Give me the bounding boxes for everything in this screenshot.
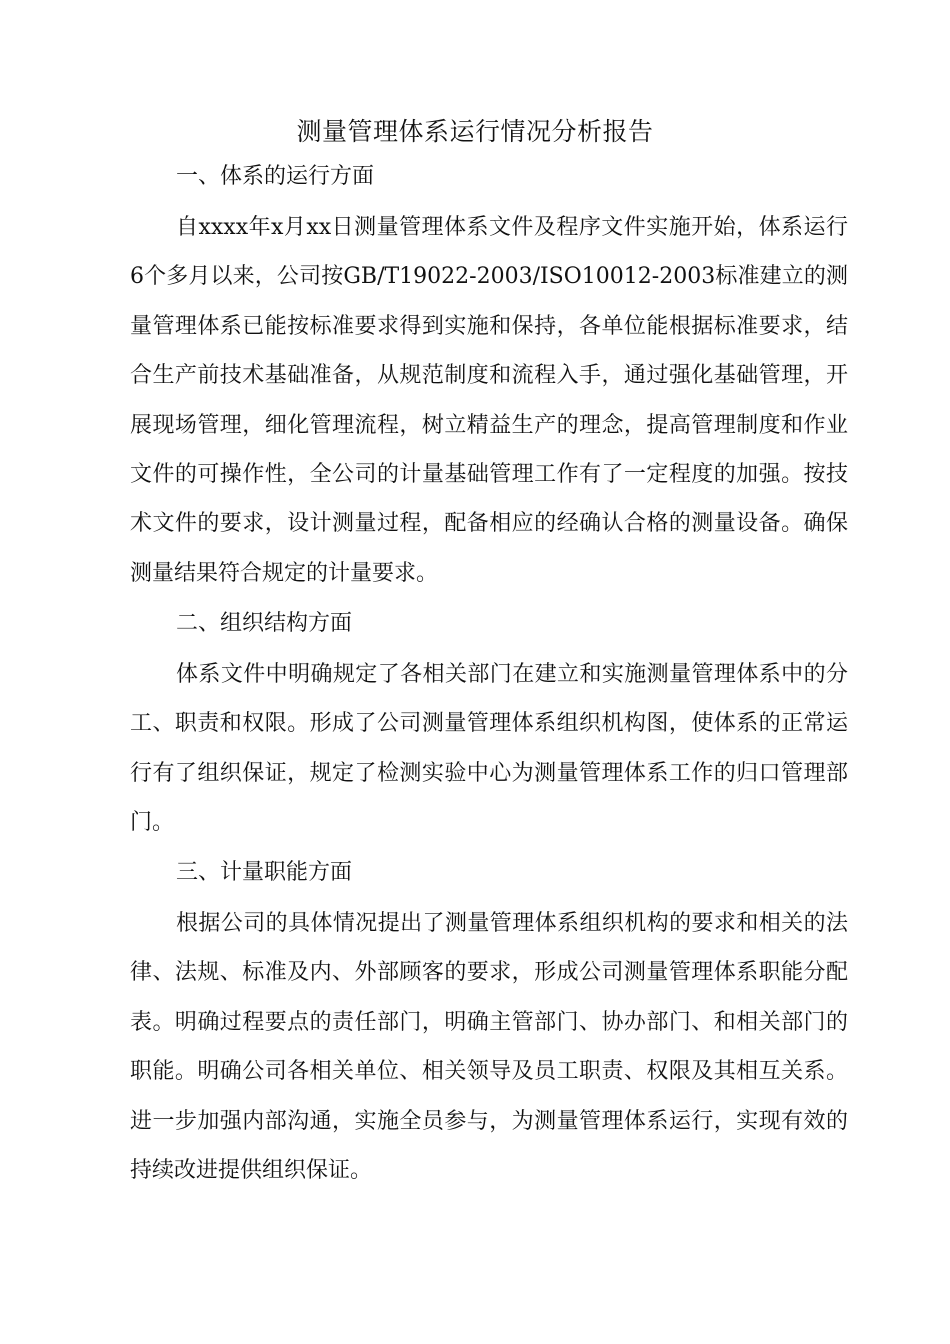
- section-heading-organization: 二、组织结构方面: [176, 611, 353, 636]
- section-paragraph-metrology-function: 根据公司的具体情况提出了测量管理体系组织机构的要求和相关的法律、法规、标准及内、外部顾客的要求，形成公司测量管理体系职能分配表。明确过程要点的责任部门，明确主管部门、协办部门、和相关部门的职能。明确公司各相关单位、相关领导及员工职责、权限及其相互关系。进一步加强内部沟通，实施全员参与，为测量管理体系运行，实现有效的持续改进提供组织保证。: [130, 911, 848, 1184]
- page-title: 测量管理体系运行情况分析报告: [296, 117, 654, 146]
- section-paragraph-organization: 体系文件中明确规定了各相关部门在建立和实施测量管理体系中的分工、职责和权限。形成了公司测量管理体系组织机构图，使体系的正常运行有了组织保证，规定了检测实验中心为测量管理体系工作的归口管理部门。: [130, 662, 848, 836]
- section-heading-operation: 一、体系的运行方面: [176, 164, 375, 189]
- section-heading-metrology-function: 三、计量职能方面: [176, 860, 353, 885]
- section-paragraph-operation: 自xxxx年x月xx日测量管理体系文件及程序文件实施开始，体系运行6个多月以来，公司按GB/T19022-2003/ISO10012-2003标准建立的测量管理体系已能按标准要求得到实施和保持，各单位能根据标准要求，结合生产前技术基础准备，从规范制度和流程入手，通过强化基础管理，开展现场管理，细化管理流程，树立精益生产的理念，提高管理制度和作业文件的可操作性，全公司的计量基础管理工作有了一定程度的加强。按技术文件的要求，设计测量过程，配备相应的经确认合格的测量设备。确保测量结果符合规定的计量要求。: [130, 215, 848, 586]
